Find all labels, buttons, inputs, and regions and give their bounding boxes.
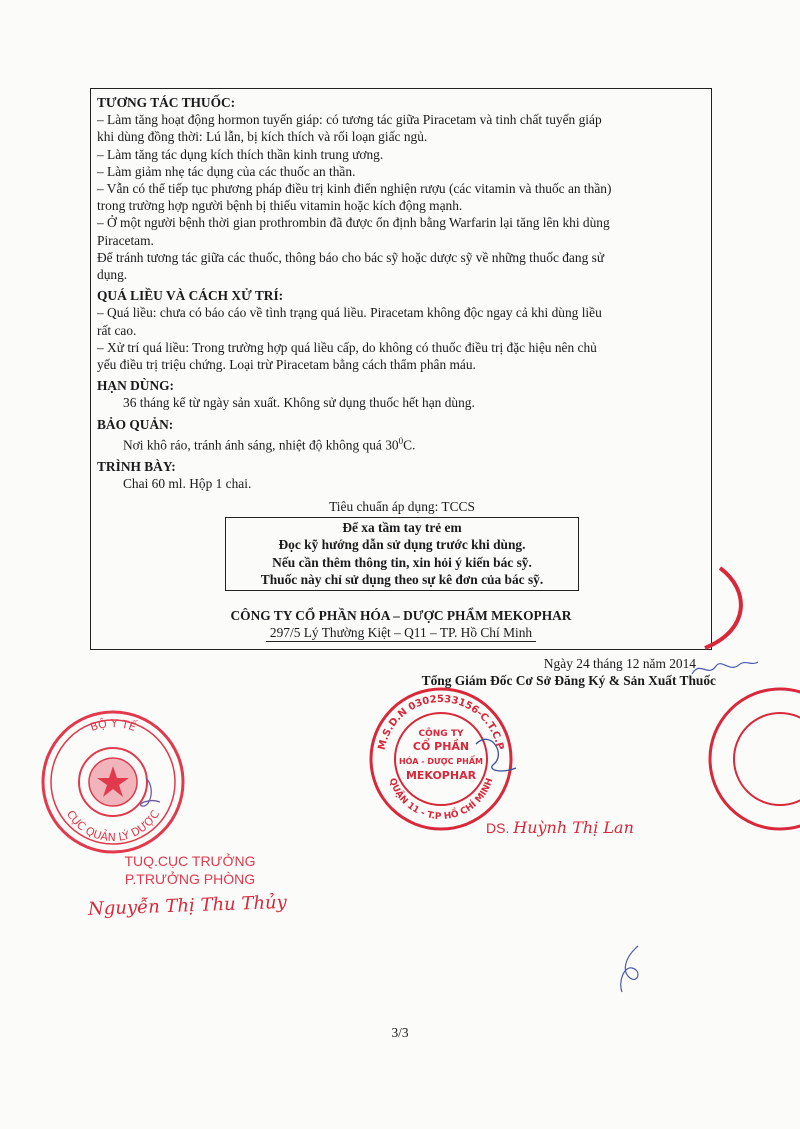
approval-line-2: P.TRƯỞNG PHÒNG bbox=[124, 871, 256, 887]
interactions-line: – Vẫn có thể tiếp tục phương pháp điều trị kinh điển nghiện rượu (các vitamin và thuốc an thần) bbox=[97, 181, 612, 197]
ministry-stamp-top: BỘ Y TẾ bbox=[88, 716, 138, 735]
company-stamp-ring-bottom: QUẬN 11 - T.P HỒ CHÍ MINH bbox=[386, 776, 496, 823]
interactions-title: TƯƠNG TÁC THUỐC: bbox=[97, 95, 236, 110]
standard-text: Tiêu chuẩn áp dụng: TCCS bbox=[329, 498, 475, 514]
company-stamp-l2: CỔ PHẦN bbox=[412, 740, 470, 753]
presentation-title: TRÌNH BÀY: bbox=[97, 458, 176, 474]
initial-mark-icon bbox=[612, 944, 652, 994]
director-title: Tổng Giám Đốc Cơ Sở Đăng Ký & Sản Xuất Thuốc bbox=[421, 673, 716, 688]
signatory: DS. Huỳnh Thị Lan bbox=[486, 818, 634, 837]
interactions-line: trong trường hợp người bệnh bị thiếu vitamin hoặc kích động mạnh. bbox=[97, 198, 463, 214]
storage-text: Nơi khô ráo, tránh ánh sáng, nhiệt độ không quá $30^0C$. bbox=[123, 435, 416, 453]
leaflet-content bbox=[97, 94, 707, 591]
company-address: 297/5 Lý Thường Kiệt – Q11 – TP. Hồ Chí Minh bbox=[266, 624, 536, 642]
page-number: 3/3 bbox=[391, 1025, 409, 1040]
partial-stamp-icon bbox=[700, 684, 800, 834]
warning-line: Thuốc này chỉ sử dụng theo sự kê đơn của bác sỹ. bbox=[260, 571, 544, 587]
approval-line-1: TUQ.CỤC TRƯỞNG bbox=[124, 853, 256, 869]
interactions-line: – Làm giảm nhẹ tác dụng của các thuốc an thần. bbox=[97, 163, 356, 179]
overdose-line: – Quá liều: chưa có báo cáo về tình trạng quá liều. Piracetam không độc ngay cả khi dùng liều bbox=[97, 305, 602, 321]
director-signature-icon bbox=[690, 652, 760, 682]
warning-box bbox=[225, 517, 579, 591]
interactions-line: – Ở một người bệnh thời gian prothrombin đã được ổn định bằng Warfarin lại tăng lên khi dùng bbox=[97, 215, 610, 231]
interactions-body bbox=[97, 111, 707, 283]
overdose-line: – Xử trí quá liều: Trong trường hợp quá liều cấp, do không có thuốc điều trị đặc hiệu nên chủ bbox=[97, 339, 597, 355]
interactions-line: – Làm tăng hoạt động hormon tuyến giáp: có tương tác giữa Piracetam và tinh chất tuyến giáp bbox=[97, 112, 602, 128]
company-stamp-l4: MEKOPHAR bbox=[405, 769, 477, 782]
svg-text:CỤC QUẢN LÝ DƯỢC bbox=[64, 808, 163, 844]
presentation-text: Chai 60 ml. Hộp 1 chai. bbox=[123, 475, 252, 491]
approval-title bbox=[80, 852, 300, 888]
company-stamp-l3: HÓA - DƯỢC PHẨM bbox=[398, 757, 484, 766]
interactions-line: dụng. bbox=[97, 267, 128, 283]
expiry-text: 36 tháng kể từ ngày sản xuất. Không sử dụng thuốc hết hạn dùng. bbox=[123, 395, 475, 411]
ministry-stamp-bottom: CỤC QUẢN LÝ DƯỢC bbox=[63, 807, 163, 845]
company-stamp-icon bbox=[366, 684, 516, 834]
interactions-line: – Làm tăng tác dụng kích thích thần kinh trung ương. bbox=[97, 146, 384, 162]
company-name: CÔNG TY CỔ PHẦN HÓA – DƯỢC PHẨM MEKOPHAR bbox=[230, 608, 572, 623]
issue-date: Ngày 24 tháng 12 năm 2014 bbox=[543, 656, 696, 671]
interactions-line: Để tránh tương tác giữa các thuốc, thông báo cho bác sỹ hoặc dược sỹ về những thuốc đang sử bbox=[97, 249, 605, 265]
svg-text:BỘ Y TẾ bbox=[89, 717, 138, 734]
approval-signature: Nguyễn Thị Thu Thủy bbox=[87, 891, 288, 920]
ministry-stamp-icon bbox=[38, 708, 188, 856]
interactions-line: khi dùng đồng thời: Lú lẫn, bị kích thích và rối loạn giấc ngủ. bbox=[97, 129, 428, 145]
overdose-title: QUÁ LIỀU VÀ CÁCH XỬ TRÍ: bbox=[97, 288, 284, 304]
expiry-title: HẠN DÙNG: bbox=[97, 378, 174, 394]
overdose-line: rất cao. bbox=[97, 322, 137, 338]
company-block bbox=[90, 607, 712, 642]
warning-line: Nếu cần thêm thông tin, xin hỏi ý kiến bác sỹ. bbox=[272, 554, 532, 570]
warning-line: Để xa tầm tay trẻ em bbox=[342, 520, 462, 536]
storage-title: BẢO QUẢN: bbox=[97, 416, 174, 432]
company-stamp-ring: M.S.D.N 0302533156-C.T.C.P bbox=[376, 693, 506, 752]
company-stamp-l1: CÔNG TY bbox=[418, 729, 464, 739]
warning-line: Đọc kỹ hướng dẫn sử dụng trước khi dùng. bbox=[278, 537, 526, 553]
interactions-line: Piracetam. bbox=[97, 232, 154, 248]
overdose-line: yếu điều trị triệu chứng. Loại trừ Piracetam bằng cách thẩm phân máu. bbox=[97, 357, 476, 373]
overdose-body bbox=[97, 304, 707, 373]
